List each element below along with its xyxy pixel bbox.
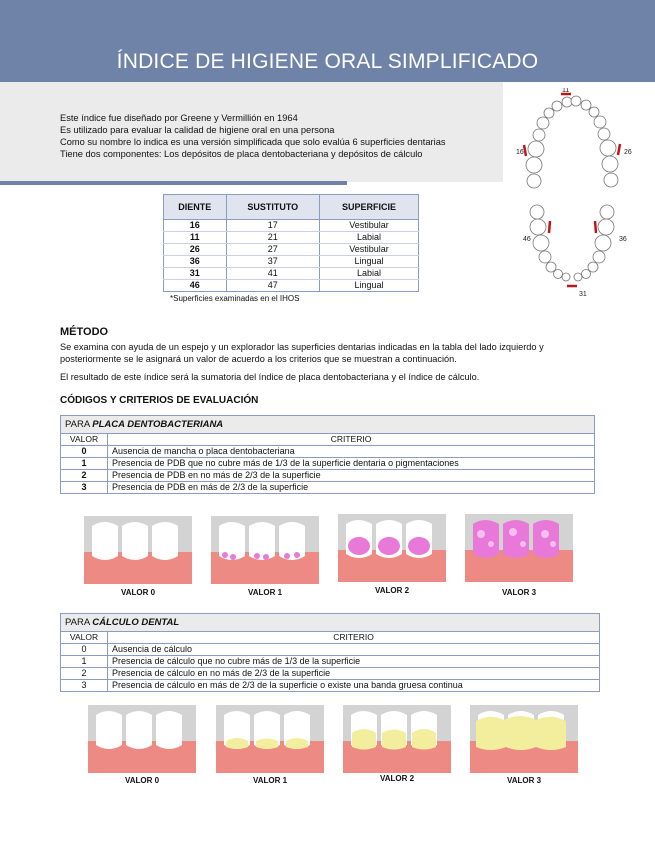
plaque-table-caption xyxy=(61,416,595,434)
cell-criterio: Presencia de PDB que no cubre más de 1/3 de la superficie dentaria o pigmentaciones xyxy=(108,458,595,470)
cell-valor: 3 xyxy=(61,680,108,692)
tooth-label-46: 46 xyxy=(523,236,531,243)
table-row xyxy=(61,668,600,680)
cell-diente: 46 xyxy=(164,280,227,292)
upper-arch xyxy=(526,96,618,188)
table-row xyxy=(164,232,419,244)
table-header-row xyxy=(61,632,600,644)
cell-superficie: Vestibular xyxy=(319,244,418,256)
table-row xyxy=(164,244,419,256)
table-caption-row xyxy=(61,416,595,434)
cell-criterio: Presencia de PDB en más de 2/3 de la superficie xyxy=(108,482,595,494)
cell-diente: 11 xyxy=(164,232,227,244)
col-header-sustituto: SUSTITUTO xyxy=(226,195,319,220)
metodo-paragraph-line: posteriormente se le asignará un valor de acuerdo a los criterios que se muestran a continuación. xyxy=(60,354,457,364)
tooth-label-31: 31 xyxy=(579,291,587,298)
table-row xyxy=(61,656,600,668)
calculus-value-3-image xyxy=(470,705,578,773)
caption-prefix: PARA xyxy=(65,617,93,628)
lower-arch xyxy=(530,205,614,281)
calculus-image-label: VALOR 3 xyxy=(506,776,542,785)
table-header-row xyxy=(164,195,419,220)
cell-sustituto: 37 xyxy=(226,256,319,268)
cell-valor: 2 xyxy=(61,470,108,482)
col-header-diente: DIENTE xyxy=(164,195,227,220)
caption-emphasis: CÁLCULO DENTAL xyxy=(92,617,180,628)
cell-valor: 2 xyxy=(61,668,108,680)
table-row xyxy=(61,470,595,482)
metodo-result-paragraph: El resultado de este índice será la sumatoria del índice de placa dentobacteriana y el índice de cálculo. xyxy=(60,372,480,382)
plaque-image-label: VALOR 3 xyxy=(501,588,537,597)
table-row xyxy=(61,680,600,692)
calculus-image-label: VALOR 0 xyxy=(124,776,160,785)
cell-criterio: Presencia de PDB en no más de 2/3 de la superficie xyxy=(108,470,595,482)
caption-emphasis: PLACA DENTOBACTERIANA xyxy=(92,419,224,430)
table-row xyxy=(164,280,419,292)
cell-criterio: Presencia de cálculo en no más de 2/3 de la superficie xyxy=(108,668,600,680)
plaque-value-3-image xyxy=(465,514,573,582)
intro-line: Es utilizado para evaluar la calidad de higiene oral en una persona xyxy=(60,125,335,135)
calculus-value-1-image xyxy=(216,705,324,773)
tooth-number-labels xyxy=(516,88,632,298)
calculus-image-label: VALOR 1 xyxy=(252,776,288,785)
cell-diente: 36 xyxy=(164,256,227,268)
table-row xyxy=(164,256,419,268)
plaque-image-label: VALOR 0 xyxy=(120,588,156,597)
cell-sustituto: 27 xyxy=(226,244,319,256)
metodo-paragraph-line: Se examina con ayuda de un espejo y un explorador las superficies dentarias indicadas en la tabla del lado izquierdo y xyxy=(60,342,544,352)
cell-superficie: Lingual xyxy=(319,280,418,292)
cell-superficie: Labial xyxy=(319,232,418,244)
cell-sustituto: 21 xyxy=(226,232,319,244)
plaque-value-2-image xyxy=(338,514,446,582)
cell-diente: 26 xyxy=(164,244,227,256)
table-row xyxy=(164,220,419,232)
cell-superficie: Labial xyxy=(319,268,418,280)
plaque-criteria-table xyxy=(60,415,595,494)
table-row xyxy=(61,644,600,656)
table-caption-row xyxy=(61,614,600,632)
plaque-image-label: VALOR 1 xyxy=(247,588,283,597)
col-header-superficie: SUPERFICIE xyxy=(319,195,418,220)
metodo-heading: MÉTODO xyxy=(60,326,109,338)
calculus-image-label: VALOR 2 xyxy=(379,774,415,783)
cell-criterio: Ausencia de mancha o placa dentobacteriana xyxy=(108,446,595,458)
cell-sustituto: 17 xyxy=(226,220,319,232)
col-header-valor: VALOR xyxy=(61,632,108,644)
cell-diente: 16 xyxy=(164,220,227,232)
substitution-table xyxy=(163,194,419,292)
cell-valor: 1 xyxy=(61,656,108,668)
plaque-image-label: VALOR 2 xyxy=(374,586,410,595)
intro-line: Tiene dos componentes: Los depósitos de placa dentobacteriana y depósitos de cálculo xyxy=(60,149,423,159)
tooth-label-16: 16 xyxy=(516,149,524,156)
cell-valor: 0 xyxy=(61,446,108,458)
col-header-criterio: CRITERIO xyxy=(108,632,600,644)
calculus-value-0-image xyxy=(88,705,196,773)
cell-sustituto: 41 xyxy=(226,268,319,280)
calculus-table-caption xyxy=(61,614,600,632)
calculus-criteria-table xyxy=(60,613,600,692)
table-row xyxy=(61,446,595,458)
cell-valor: 1 xyxy=(61,458,108,470)
table-footnote: *Superficies examinadas en el IHOS xyxy=(170,294,300,303)
cell-diente: 31 xyxy=(164,268,227,280)
title-banner xyxy=(0,0,655,82)
cell-sustituto: 47 xyxy=(226,280,319,292)
tooth-label-11: 11 xyxy=(562,88,570,94)
page-title: ÍNDICE DE HIGIENE ORAL SIMPLIFICADO xyxy=(116,50,539,73)
table-row xyxy=(61,458,595,470)
plaque-value-0-image xyxy=(84,516,192,584)
calculus-value-2-image xyxy=(343,705,451,773)
cell-criterio: Presencia de cálculo que no cubre más de 1/3 de la superficie xyxy=(108,656,600,668)
caption-prefix: PARA xyxy=(65,419,93,430)
intro-line: Este índice fue diseñado por Greene y Vermillión en 1964 xyxy=(60,113,298,123)
cell-superficie: Vestibular xyxy=(319,220,418,232)
table-row xyxy=(164,268,419,280)
cell-superficie: Lingual xyxy=(319,256,418,268)
dental-arch-diagram xyxy=(505,88,655,303)
table-row xyxy=(61,482,595,494)
plaque-value-1-image xyxy=(211,516,319,584)
table-header-row xyxy=(61,434,595,446)
cell-criterio: Ausencia de cálculo xyxy=(108,644,600,656)
cell-valor: 0 xyxy=(61,644,108,656)
intro-box xyxy=(0,82,503,182)
col-header-valor: VALOR xyxy=(61,434,108,446)
tooth-label-26: 26 xyxy=(624,149,632,156)
tooth-label-36: 36 xyxy=(619,236,627,243)
codigos-heading: CÓDIGOS Y CRITERIOS DE EVALUACIÓN xyxy=(60,395,259,406)
col-header-criterio: CRITERIO xyxy=(108,434,595,446)
accent-divider xyxy=(0,181,347,185)
cell-criterio: Presencia de cálculo en más de 2/3 de la superficie o existe una banda gruesa continua xyxy=(108,680,600,692)
cell-valor: 3 xyxy=(61,482,108,494)
intro-line: Como su nombre lo indica es una versión simplificada que solo evalúa 6 superficies dentarias xyxy=(60,137,446,147)
